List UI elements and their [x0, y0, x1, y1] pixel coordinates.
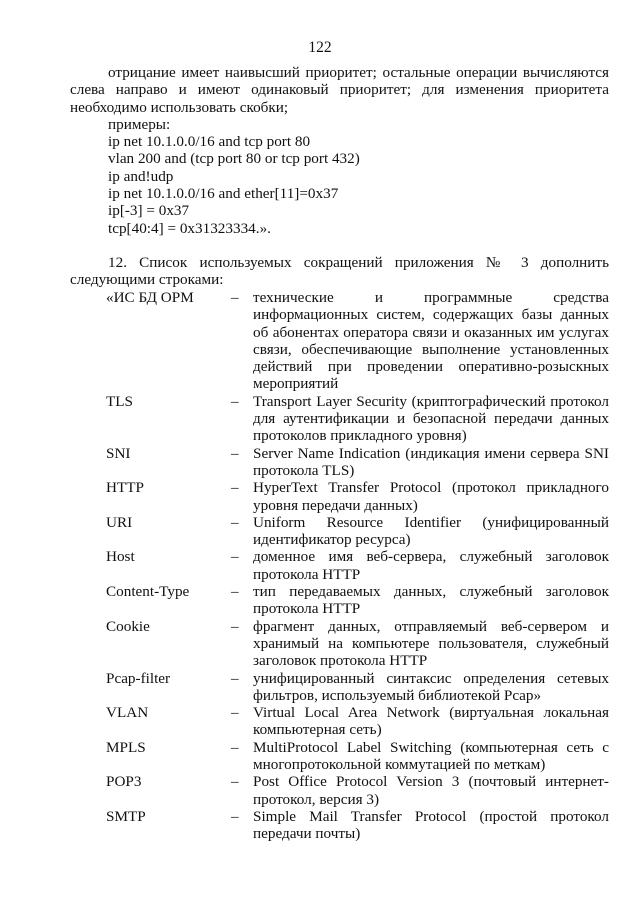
abbreviation-row [70, 514, 609, 549]
abbreviation-term: MPLS [106, 738, 146, 756]
abbreviation-description: унифицированный синтаксис определения сетевых фильтров, используемый библиотекой Pcap» [253, 669, 609, 704]
abbreviation-list [70, 289, 609, 843]
abbreviation-dash: – [231, 392, 239, 410]
abbreviation-row [70, 583, 609, 618]
examples-label: примеры: [108, 115, 171, 133]
abbreviation-term: URI [106, 513, 133, 531]
abbreviation-row [70, 739, 609, 774]
abbreviation-term: Cookie [106, 617, 150, 635]
abbreviation-row [70, 393, 609, 445]
abbreviation-term: Host [106, 548, 135, 566]
item-12-text: 12. Список используемых сокращений приложения № 3 дополнить следующими строками: [70, 254, 609, 289]
abbreviation-description: технические и программные средства информационных систем, содержащих базы данных об абонентах оператора связи и оказанных им услугах связи, обеспечивающие выполнение установленных действий при проведении оперативно-розыскных мероприятий [253, 289, 609, 393]
abbreviation-dash: – [231, 444, 239, 462]
example-line: ip net 10.1.0.0/16 and tcp port 80 [108, 133, 311, 151]
abbreviation-row [70, 445, 609, 480]
item-12 [70, 254, 609, 289]
abbreviation-row [70, 289, 609, 393]
abbreviation-row [70, 670, 609, 705]
abbreviation-description: Post Office Protocol Version 3 (почтовый интернет-протокол, версия 3) [253, 773, 609, 808]
abbreviation-description: MultiProtocol Label Switching (компьютерная сеть с многопротокольной коммутацией по меткам) [253, 738, 609, 774]
abbreviation-term: Pcap-filter [106, 669, 171, 687]
abbreviation-description: тип передаваемых данных, служебный заголовок протокола HTTP [253, 583, 609, 618]
abbreviation-description: Server Name Indication (индикация имени сервера SNI протокола TLS) [253, 444, 609, 479]
abbreviation-dash: – [231, 583, 239, 601]
example-line: vlan 200 and (tcp port 80 or tcp port 432) [108, 150, 360, 168]
intro-section [70, 64, 609, 237]
abbreviation-row [70, 773, 609, 808]
abbreviation-row [70, 548, 609, 583]
abbreviation-term: VLAN [106, 704, 149, 722]
intro-paragraph: отрицание имеет наивысший приоритет; остальные операции вычисляются слева направо и имеют одинаковый приоритет; для изменения приоритета необходимо использовать скобки; [70, 64, 609, 116]
abbreviation-term: SMTP [106, 807, 146, 825]
abbreviation-dash: – [231, 548, 239, 566]
abbreviation-dash: – [231, 669, 239, 687]
abbreviation-dash: – [231, 773, 239, 791]
abbreviation-term: HTTP [106, 479, 144, 497]
abbreviation-description: Simple Mail Transfer Protocol (простой протокол передачи почты) [253, 807, 609, 843]
abbreviation-description: фрагмент данных, отправляемый веб-сервером и хранимый на компьютере пользователя, служебный заголовок протокола HTTP [253, 617, 609, 670]
abbreviation-term: SNI [106, 444, 131, 462]
abbreviation-term: TLS [106, 392, 134, 410]
abbreviation-description: Virtual Local Area Network (виртуальная локальная компьютерная сеть) [253, 704, 609, 739]
abbreviation-term: «ИС БД ОРМ [106, 289, 194, 306]
example-line: ip and!udp [108, 167, 174, 185]
abbreviation-row [70, 618, 609, 670]
abbreviation-dash: – [231, 807, 239, 825]
example-line: ip[-3] = 0x37 [108, 202, 190, 220]
abbreviation-dash: – [231, 704, 239, 722]
abbreviation-row [70, 479, 609, 514]
abbreviation-description: Transport Layer Security (криптографический протокол для аутентификации и безопасной передачи данных протоколов прикладного уровня) [253, 392, 609, 445]
abbreviation-term: POP3 [106, 773, 142, 791]
abbreviation-row [70, 704, 609, 739]
examples-list [108, 133, 609, 237]
abbreviation-term: Content-Type [106, 583, 190, 601]
example-line: ip net 10.1.0.0/16 and ether[11]=0x37 [108, 185, 339, 203]
abbreviation-description: Uniform Resource Identifier (унифицированный идентификатор ресурса) [253, 513, 609, 549]
abbreviation-row [70, 808, 609, 843]
page-number: 122 [308, 39, 332, 56]
abbreviation-dash: – [231, 513, 239, 531]
abbreviation-description: доменное имя веб-сервера, служебный заголовок протокола HTTP [253, 548, 609, 583]
abbreviation-dash: – [231, 738, 239, 756]
example-line: tcp[40:4] = 0x31323334.». [108, 219, 271, 237]
abbreviation-description: HyperText Transfer Protocol (протокол прикладного уровня передачи данных) [253, 479, 609, 514]
abbreviation-dash: – [231, 289, 239, 306]
abbreviation-dash: – [231, 479, 239, 497]
abbreviation-dash: – [231, 617, 239, 635]
